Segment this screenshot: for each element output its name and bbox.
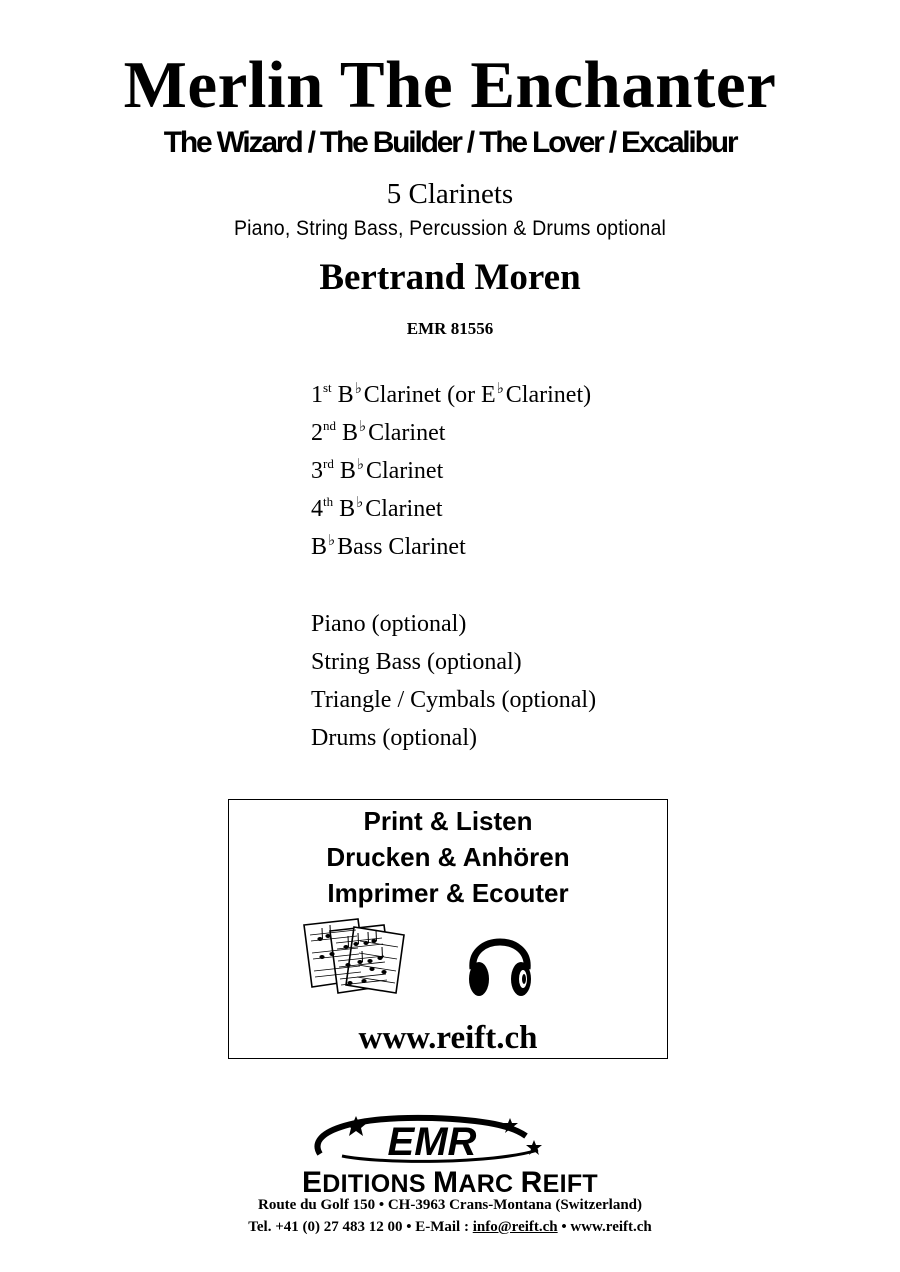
publisher-initial: M <box>433 1166 459 1199</box>
optional-part-piano: Piano (optional) <box>311 611 467 637</box>
part-key: B <box>311 534 328 560</box>
part-label: Clarinet (or E <box>363 382 496 408</box>
website-link[interactable]: www.reift.ch <box>358 1020 538 1056</box>
flat-icon: ♭ <box>356 495 364 511</box>
flat-icon: ♭ <box>496 381 504 397</box>
part-key: B <box>339 458 356 484</box>
publisher-word: EIFT <box>542 1170 598 1198</box>
part-ordinal: 2 <box>311 420 323 446</box>
publisher-initial: E <box>301 1166 323 1199</box>
part-label: Clarinet <box>368 420 446 446</box>
publisher-initial: R <box>520 1166 543 1199</box>
flat-icon: ♭ <box>359 419 367 435</box>
part-clarinet-2 <box>311 418 446 446</box>
promo-line-english: Print & Listen <box>363 806 533 836</box>
part-key: B <box>337 382 354 408</box>
website-text: • www.reift.ch <box>557 1219 652 1235</box>
publisher-name <box>0 1168 900 1198</box>
part-label: Clarinet <box>365 496 443 522</box>
publisher-address: Route du Golf 150 • CH-3963 Crans-Montana (Switzerland) <box>258 1197 642 1213</box>
optional-part-string-bass: String Bass (optional) <box>311 649 522 675</box>
part-ordinal-suffix: rd <box>323 456 334 471</box>
print-listen-box <box>228 799 668 1059</box>
optional-instruments-line: Piano, String Bass, Percussion & Drums optional <box>233 217 667 240</box>
flat-icon: ♭ <box>328 533 336 549</box>
part-ordinal-suffix: th <box>323 494 334 509</box>
publisher-word: ARC <box>458 1170 521 1198</box>
part-ordinal: 1 <box>311 382 323 408</box>
composer-name: Bertrand Moren <box>319 257 581 298</box>
part-ordinal: 3 <box>311 458 323 484</box>
part-bass-clarinet <box>311 535 466 559</box>
emr-logo <box>312 1110 552 1166</box>
email-link[interactable]: info@reift.ch <box>472 1219 558 1235</box>
headphones-icon <box>465 921 535 1003</box>
part-clarinet-4 <box>311 494 443 522</box>
part-key: B <box>339 496 356 522</box>
part-clarinet-1 <box>311 380 592 408</box>
piece-title: Merlin The Enchanter <box>123 48 777 122</box>
promo-line-german: Drucken & Anhören <box>326 842 570 872</box>
part-ordinal: 4 <box>311 496 323 522</box>
flat-icon: ♭ <box>354 381 362 397</box>
optional-part-drums: Drums (optional) <box>311 725 477 751</box>
ensemble-label: 5 Clarinets <box>386 178 514 210</box>
part-clarinet-3 <box>311 456 444 484</box>
phone-number: Tel. +41 (0) 27 483 12 00 • E-Mail : <box>248 1219 473 1235</box>
part-ordinal-suffix: nd <box>323 418 336 433</box>
emr-logo-text: EMR <box>387 1120 477 1164</box>
movement-list: The Wizard / The Builder / The Lover / Excalibur <box>163 126 737 159</box>
part-label-suffix: Clarinet) <box>505 382 592 408</box>
part-label: Bass Clarinet <box>337 534 466 560</box>
catalog-number: EMR 81556 <box>406 319 494 338</box>
part-key: B <box>342 420 359 446</box>
flat-icon: ♭ <box>356 457 364 473</box>
optional-part-percussion: Triangle / Cymbals (optional) <box>311 687 597 713</box>
part-label: Clarinet <box>365 458 444 484</box>
promo-line-french: Imprimer & Ecouter <box>327 878 569 908</box>
sheet-music-icon <box>300 917 412 995</box>
publisher-word: DITIONS <box>322 1170 434 1198</box>
part-ordinal-suffix: st <box>323 380 332 395</box>
publisher-contact <box>0 1220 900 1235</box>
